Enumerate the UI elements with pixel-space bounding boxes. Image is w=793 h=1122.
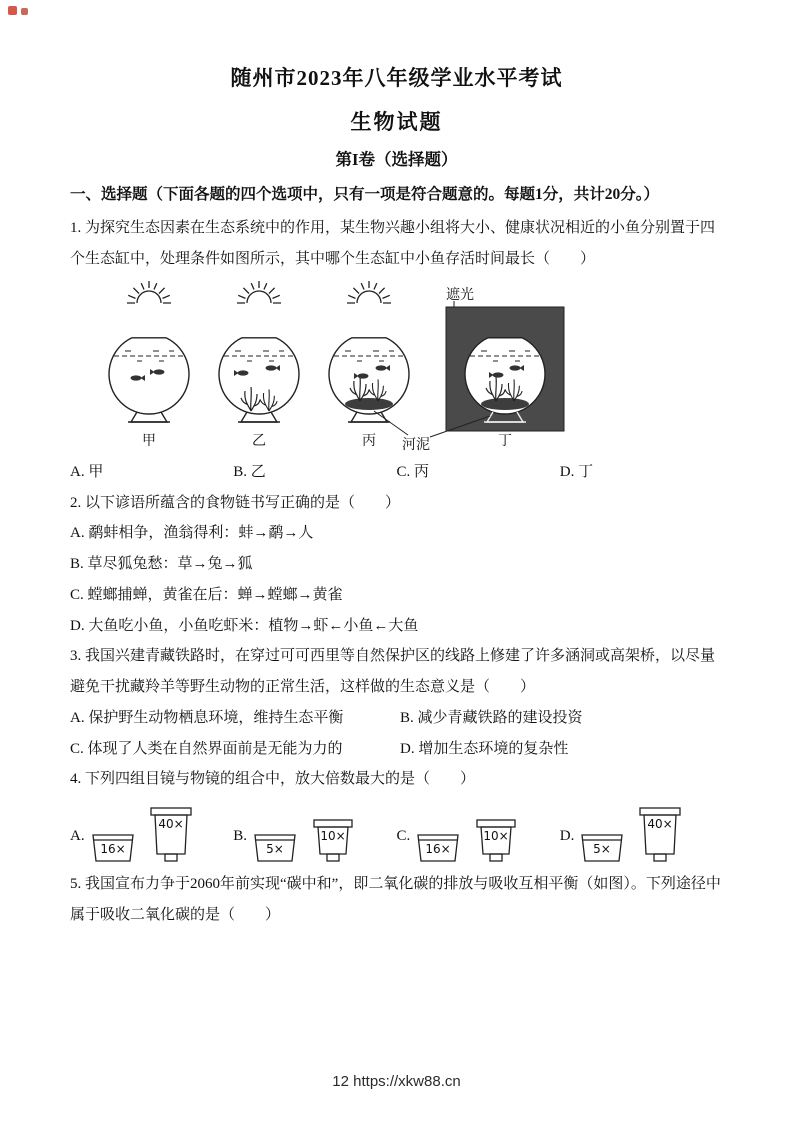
q2-stem: 2. 以下谚语所蕴含的食物链书写正确的是（ ）: [70, 494, 401, 511]
q1-figure-fishbowls: [86, 279, 586, 457]
q1-option-a: A. 甲: [70, 463, 104, 480]
q4-option-c: [397, 801, 560, 865]
fishbowl-bing: [329, 338, 409, 422]
shade-label: 遮光: [446, 287, 474, 303]
q2-option-b: B. 草尽狐兔愁：草→兔→狐: [70, 556, 253, 573]
eyepiece-label: 16×: [425, 842, 451, 857]
sun-icon: [237, 281, 281, 303]
eyepiece-label: 5×: [266, 842, 284, 857]
q4-option-letter: C.: [396, 828, 411, 845]
q1-option-b: B. 乙: [233, 463, 266, 480]
lens-pair-icon: [253, 801, 365, 865]
q3-option-b: B. 减少青藏铁路的建设投资: [400, 709, 583, 726]
objective-label: 40×: [647, 817, 674, 832]
q3-options-row1: [70, 703, 723, 734]
fishbowl-jia: [109, 338, 189, 422]
lens-pair-icon: [580, 801, 692, 865]
q4-option-letter: B.: [233, 828, 248, 845]
corner-stamp: [8, 6, 28, 15]
q4-option-letter: D.: [559, 828, 575, 845]
q4-figure-lenses: [70, 801, 723, 865]
section-intro: 一、选择题（下面各题的四个选项中，只有一项是符合题意的。每题1分，共计20分。）: [70, 186, 660, 203]
q1-option-d: D. 丁: [559, 463, 594, 480]
sun-icon: [127, 281, 171, 303]
part-heading: 第I卷（选择题）: [335, 150, 458, 169]
q3-stem: 3. 我国兴建青藏铁路时，在穿过可可西里等自然保护区的线路上修建了许多涵洞或高架桥，以尽量避免干扰藏羚羊等野生动物的正常生活，这样做的生态意义是（ ）: [70, 648, 716, 696]
jar-label: 丙: [362, 433, 376, 449]
q3-options-row2: [70, 734, 723, 765]
q2-option-c: C. 螳螂捕蝉，黄雀在后：蝉→螳螂→黄雀: [70, 586, 343, 603]
objective-label: 40×: [157, 817, 184, 832]
jar-label: 甲: [142, 433, 156, 449]
exam-subtitle: 生物试题: [350, 110, 443, 134]
q4-option-b: [233, 801, 396, 865]
lens-pair-icon: [416, 801, 528, 865]
eyepiece-label: 16×: [99, 842, 126, 857]
fishbowl-yi: [219, 338, 299, 422]
q2-option-a: A. 鹬蚌相争，渔翁得利：蚌→鹬→人: [70, 525, 314, 542]
lens-pair-icon: [91, 801, 203, 865]
q3-option-d: D. 增加生态环境的复杂性: [400, 740, 569, 757]
q5-stem: 5. 我国宣布力争于2060年前实现“碳中和”，即二氧化碳的排放与吸收互相平衡（如图）。下列途径中属于吸收二氧化碳的是（ ）: [70, 876, 721, 923]
q1-options: [70, 457, 723, 488]
q4-option-a: [70, 801, 233, 865]
jar-label: 乙: [252, 433, 266, 449]
q1-option-c: C. 丙: [396, 463, 430, 480]
mud-label: 河泥: [402, 437, 430, 453]
objective-label: 10×: [483, 829, 509, 844]
jar-label: 丁: [498, 433, 512, 449]
q4-option-letter: A.: [70, 828, 85, 845]
page-footer: 12 https://xkw88.cn: [332, 1073, 461, 1090]
q4-stem: 4. 下列四组目镜与物镜的组合中，放大倍数最大的是（ ）: [70, 771, 476, 788]
q2-option-d: D. 大鱼吃小鱼，小鱼吃虾米：植物→虾←小鱼←大鱼: [70, 617, 419, 634]
q4-option-d: [560, 801, 723, 865]
exam-title: 随州市2023年八年级学业水平考试: [230, 66, 563, 90]
sun-icon: [347, 281, 391, 303]
eyepiece-label: 5×: [593, 842, 612, 857]
q1-stem: 1. 为探究生态因素在生态系统中的作用，某生物兴趣小组将大小、健康状况相近的小鱼分别置于四个生态缸中，处理条件如图所示，其中哪个生态缸中小鱼存活时间最长（ ）: [70, 220, 716, 268]
q3-option-a: A. 保护野生动物栖息环境，维持生态平衡: [70, 709, 344, 726]
q3-option-c: C. 体现了人类在自然界面前是无能为力的: [70, 740, 343, 757]
objective-label: 10×: [320, 829, 346, 844]
